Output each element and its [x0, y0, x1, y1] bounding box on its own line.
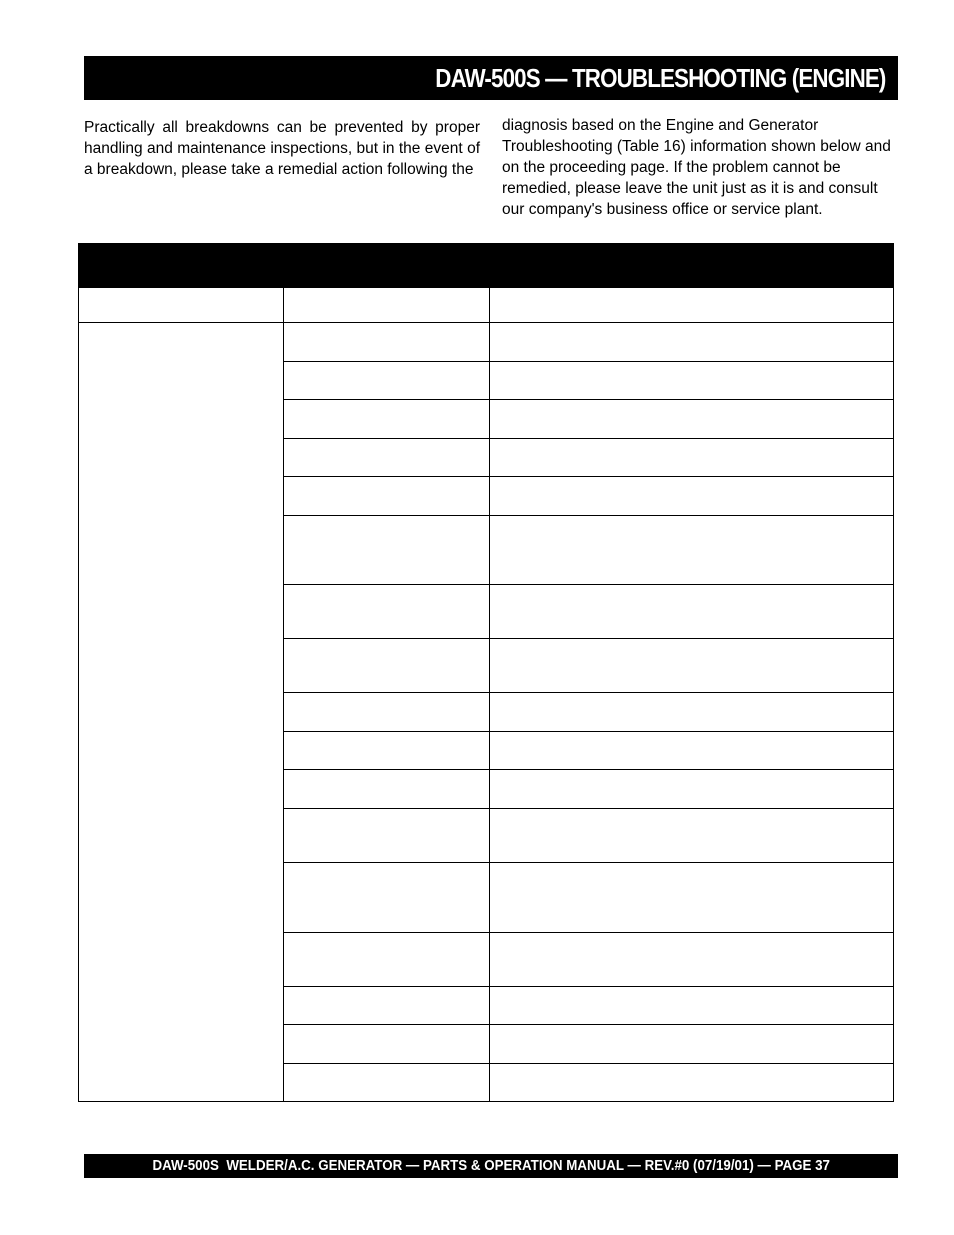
intro-left-text: Practically all breakdowns can be prevented by proper handling and maintenance inspections, but in the event of a breakdown, please take a remedial action following the [84, 119, 480, 178]
row-divider [283, 769, 894, 770]
page-footer-bar [84, 1154, 898, 1178]
row-divider [283, 399, 894, 400]
row-divider [283, 638, 894, 639]
table-header-bar [79, 244, 893, 288]
row-divider [283, 986, 894, 987]
row-divider [283, 584, 894, 585]
row-divider [283, 731, 894, 732]
row-divider [283, 515, 894, 516]
row-divider [283, 692, 894, 693]
column-divider-1 [283, 288, 284, 1102]
page-title-bar [84, 56, 898, 100]
row-divider [283, 808, 894, 809]
column-divider-2 [489, 288, 490, 1102]
page-title: DAW-500S — TROUBLESHOOTING (ENGINE) [435, 62, 886, 93]
row-divider [283, 862, 894, 863]
row-divider-full [79, 322, 894, 323]
page-footer-text: DAW-500S WELDER/A.C. GENERATOR — PARTS & OPERATION MANUAL — REV.#0 (07/19/01) — PAGE 37 [152, 1158, 830, 1174]
troubleshooting-table [78, 243, 894, 1102]
row-divider [283, 361, 894, 362]
row-divider [283, 1063, 894, 1064]
row-divider [283, 1024, 894, 1025]
row-divider [283, 438, 894, 439]
row-divider [283, 476, 894, 477]
row-divider [283, 932, 894, 933]
intro-right-text: diagnosis based on the Engine and Generator Troubleshooting (Table 16) information shown below and on the proceeding page. If the problem cannot be remedied, please leave the unit just as it is and consult our company's business office or service plant. [502, 117, 891, 218]
intro-left-column [84, 117, 480, 180]
intro-right-column [502, 115, 898, 220]
